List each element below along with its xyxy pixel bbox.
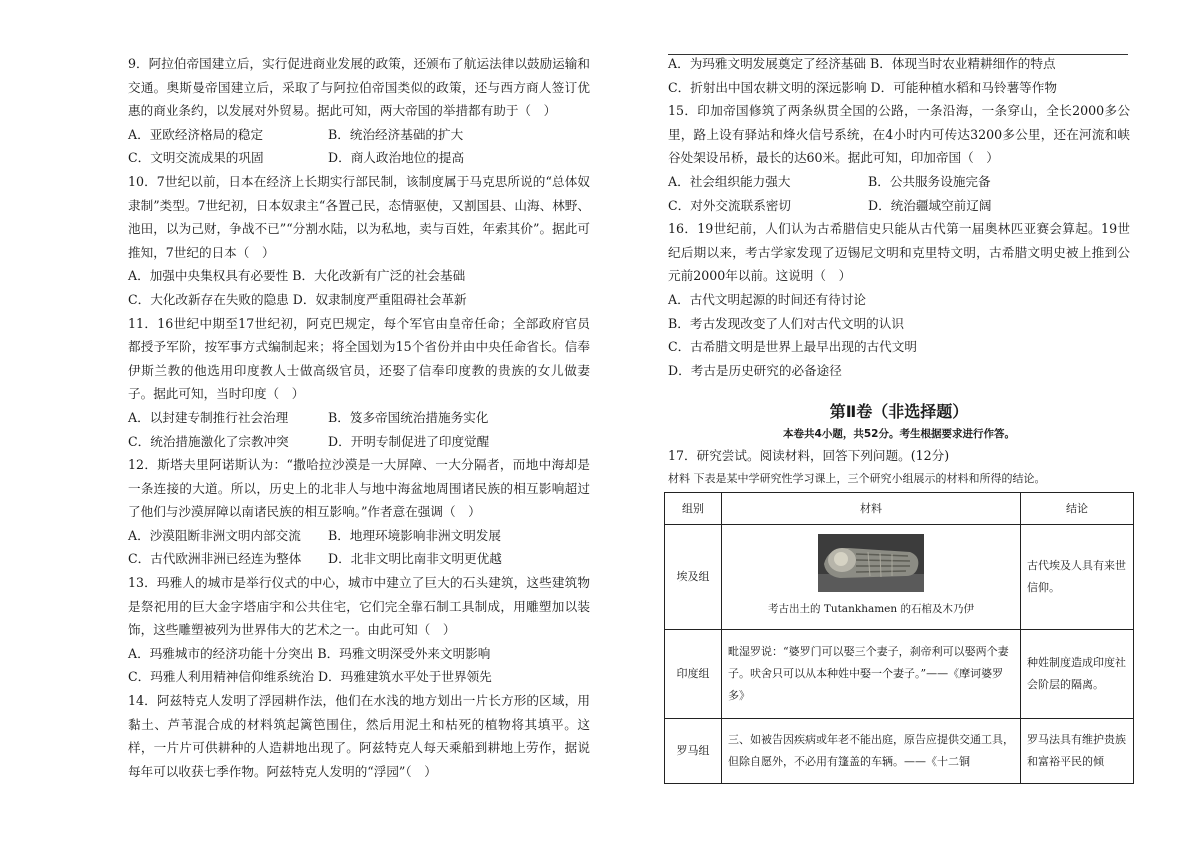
option-d: D．考古是历史研究的必备途径	[668, 362, 842, 378]
question-17	[668, 444, 1130, 784]
conclusion-cell: 种姓制度造成印度社会阶层的隔离。	[1021, 629, 1134, 718]
option-line: A．为玛雅文明发展奠定了经济基础 B．体现当时农业精耕细作的特点	[668, 56, 1056, 71]
option-a: A．古代文明起源的时间还有待讨论	[668, 291, 867, 307]
option-b: B．笈多帝国统治措施务实化	[328, 409, 489, 425]
option-b: B．考古发现改变了人们对古代文明的认识	[668, 315, 904, 331]
question-stem: 13．玛雅人的城市是举行仪式的中心，城市中建立了巨大的石头建筑，这些建筑物是祭祀用的巨大金字塔庙宇和公共住宅，它们完全靠石制工具制成，用雕塑加以装饰，这些雕塑被列为世界伟大的艺术之一。由此可知（ ）	[128, 575, 590, 638]
material-cell: 三、如被告因疾病或年老不能出庭，原告应提供交通工具，但除自愿外，不必用有篷盖的车辆。——《十二铜	[722, 718, 1021, 783]
question-stem: 15．印加帝国修筑了两条纵贯全国的公路，一条沿海，一条穿山，全长2000多公里，路上设有驿站和烽火信号系统，在4小时内可传达3200多公里，还在河流和峡谷处架设吊桥，最长的达60米。据此可知，印加帝国（ ）	[668, 103, 1130, 166]
sarcophagus-image	[818, 534, 924, 592]
option-a: A．以封建专制推行社会治理	[128, 409, 289, 425]
option-b: B．公共服务设施完备	[868, 173, 991, 189]
right-column	[668, 52, 1130, 784]
option-d: D．开明专制促进了印度觉醒	[328, 433, 490, 449]
option-a: A．沙漠阻断非洲文明内部交流	[128, 527, 301, 543]
question-stem: 9．阿拉伯帝国建立后，实行促进商业发展的政策，还颁布了航运法律以鼓励运输和交通。奥斯曼帝国建立后，采取了与阿拉伯帝国类似的政策，还与西方商人签订优惠的商业条约，以发展对外贸易。据此可知，两大帝国的举措都有助于（ ）	[128, 56, 590, 119]
group-cell: 印度组	[665, 629, 722, 718]
table-row	[665, 629, 1134, 718]
table-row	[665, 718, 1134, 783]
option-a: A．社会组织能力强大	[668, 173, 791, 189]
question-9	[128, 52, 590, 170]
question-stem: 17．研究尝试。阅读材料，回答下列问题。(12分)	[668, 448, 950, 464]
question-stem: 11．16世纪中期至17世纪初，阿克巴规定，每个军官由皇帝任命；全部政府官员都授予军阶，按军事方式编制起来；将全国划为15个省份并由中央任命省长。信奉伊斯兰教的他选用印度教人士做高级官员，还娶了信奉印度教的贵族的女儿做妻子。据此可知，当时印度（ ）	[128, 315, 590, 402]
question-12	[128, 453, 590, 571]
option-line: C．玛雅人利用精神信仰维系统治 D．玛雅建筑水平处于世界领先	[128, 669, 492, 685]
question-13	[128, 571, 590, 689]
question-stem: 14．阿兹特克人发明了浮园耕作法，他们在水浅的地方划出一片长方形的区域，用黏土、芦苇混合成的材料筑起篱笆围住，然后用泥土和枯死的植物将其填平。这样，一片片可供耕种的人造耕地出现了。阿兹特克人每天乘船到耕地上劳作，据说每年可以收获七季作物。阿兹特克人发明的“浮园”（ ）	[128, 693, 590, 779]
table-header-row	[665, 492, 1134, 524]
material-cell	[722, 524, 1021, 629]
option-c: C．文明交流成果的巩固	[128, 150, 264, 166]
option-c: C．对外交流联系密切	[668, 197, 791, 213]
option-c: C．古代欧洲非洲已经连为整体	[128, 551, 302, 567]
column-header-conclusion: 结论	[1021, 492, 1134, 524]
section-title: 第Ⅱ卷（非选择题）	[829, 402, 969, 422]
question-14-options	[668, 52, 1130, 99]
option-c: C．统治措施激化了宗教冲突	[128, 433, 289, 449]
option-b: B．地理环境影响非洲文明发展	[328, 527, 501, 543]
question-10	[128, 170, 590, 312]
question-14	[128, 689, 590, 783]
question-stem: 10．7世纪以前，日本在经济上长期实行部民制，该制度属于马克思所说的“总体奴隶制”类型。7世纪初，日本奴隶主“各置己民，态情驱使，又割国县、山海、林野、池田，以为己财，争战不已”“分割水陆，以为私地，卖与百姓，年索其价”。据此可推知，7世纪的日本（ ）	[128, 173, 590, 260]
left-column	[128, 52, 590, 783]
question-16	[668, 217, 1130, 382]
column-header-group: 组别	[665, 492, 722, 524]
option-d: D．商人政治地位的提高	[328, 150, 465, 166]
question-stem: 12．斯塔夫里阿诺斯认为：“撒哈拉沙漠是一大屏障、一大分隔者，而地中海却是一条连接的大道。所以，历史上的北非人与地中海盆地周围诸民族的相互影响超过了他们与沙漠屏障以南诸民族的相互影响。”作者意在强调（ ）	[128, 457, 590, 520]
option-line: C．大化改新存在失败的隐患 D．奴隶制度严重阻碍社会革新	[128, 291, 467, 307]
material-intro: 材料 下表是某中学研究性学习课上，三个研究小组展示的材料和所得的结论。	[668, 471, 1046, 485]
table-row	[665, 524, 1134, 629]
option-line: C．折射出中国农耕文明的深远影响 D．可能种植水稻和马铃薯等作物	[668, 79, 1057, 95]
option-line: A．加强中央集权具有必要性 B．大化改新有广泛的社会基础	[128, 268, 466, 284]
option-a: A．亚欧经济格局的稳定	[128, 126, 264, 142]
option-line: A．玛雅城市的经济功能十分突出 B．玛雅文明深受外来文明影响	[128, 645, 491, 661]
question-11	[128, 312, 590, 454]
option-d: D．统治疆域空前辽阔	[868, 197, 992, 213]
column-header-material: 材料	[722, 492, 1021, 524]
option-b: B．统治经济基础的扩大	[328, 126, 464, 142]
question-15	[668, 99, 1130, 217]
option-d: D．北非文明比南非文明更优越	[328, 551, 502, 567]
option-c: C．古希腊文明是世界上最早出现的古代文明	[668, 339, 917, 355]
group-cell: 罗马组	[665, 718, 722, 783]
group-cell: 埃及组	[665, 524, 722, 629]
image-caption: 考古出土的 Tutankhamen 的石棺及木乃伊	[767, 603, 974, 616]
material-cell: 毗湿罗说：“婆罗门可以娶三个妻子，刹帝利可以娶两个妻子。吠舍只可以从本种姓中娶一个妻子。”——《摩诃婆罗多》	[722, 629, 1021, 718]
materials-table	[664, 492, 1134, 784]
conclusion-cell: 古代埃及人具有来世信仰。	[1021, 524, 1134, 629]
conclusion-cell: 罗马法具有维护贵族和富裕平民的倾	[1021, 718, 1134, 783]
section-note: 本卷共4小题，共52分。考生根据要求进行作答。	[783, 428, 1015, 441]
question-stem: 16．19世纪前，人们认为古希腊信史只能从古代第一届奥林匹亚赛会算起。19世纪后期以来，考古学家发现了迈锡尼文明和克里特文明，古希腊文明史被上推到公元前2000年以前。这说明（ ）	[668, 221, 1130, 284]
